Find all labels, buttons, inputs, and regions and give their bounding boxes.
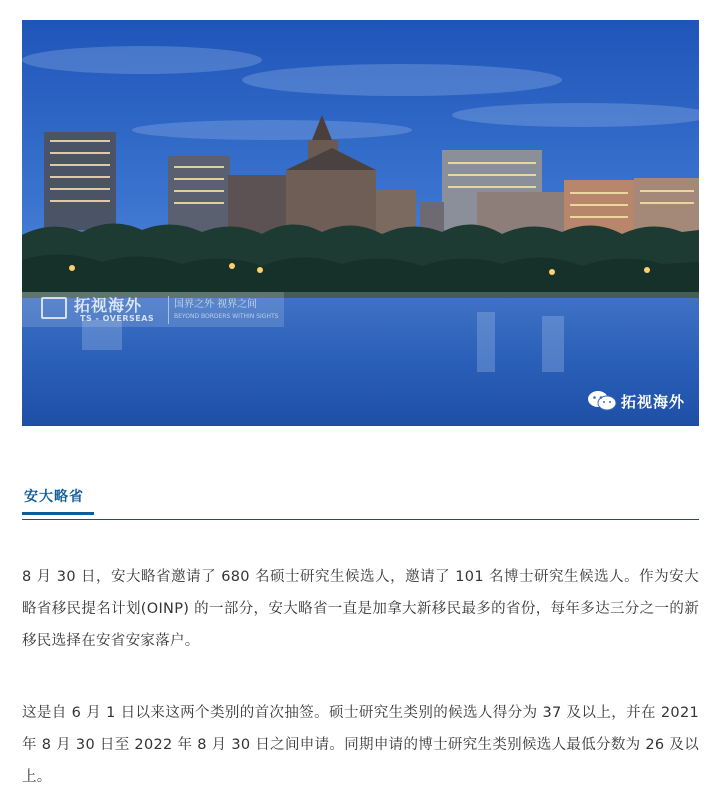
hero-image [22,20,699,426]
paragraph-2: 这是自 6 月 1 日以来这两个类别的首次抽签。硕士研究生类别的候选人得分为 37 及以上，并在 2021 年 8 月 30 日至 2022 年 8 月 30 日之间申请。同期申请的博士研究生类别候选人最低分数为 26 及以上。 [22,705,699,785]
book-logo-icon [41,297,67,319]
section-title: 安大略省 [24,489,84,505]
city-skyline-photo [22,20,699,426]
watermark-slogan-cn: 国界之外 视界之间 [174,299,258,310]
watermark-slogan-en: BEYOND BORDERS WITHIN SIGHTS [174,313,279,320]
wechat-icon [587,390,617,412]
watermark-divider [168,296,169,324]
section-title-underline [22,512,94,515]
watermark-banner [22,292,284,327]
watermark-brand-cn: 拓视海外 [74,296,143,315]
watermark-brand-en: TS - OVERSEAS [80,314,155,323]
paragraph-1: 8 月 30 日，安大略省邀请了 680 名硕士研究生候选人，邀请了 101 名博士研究生候选人。作为安大略省移民提名计划(OINP) 的一部分，安大略省一直是加拿大新移民最多的省份，每年多达三分之一的新移民选择在安省安家落户。 [22,569,699,649]
watermark-wechat [587,390,685,412]
section-divider [22,519,699,520]
watermark-wechat-text: 拓视海外 [620,392,685,411]
